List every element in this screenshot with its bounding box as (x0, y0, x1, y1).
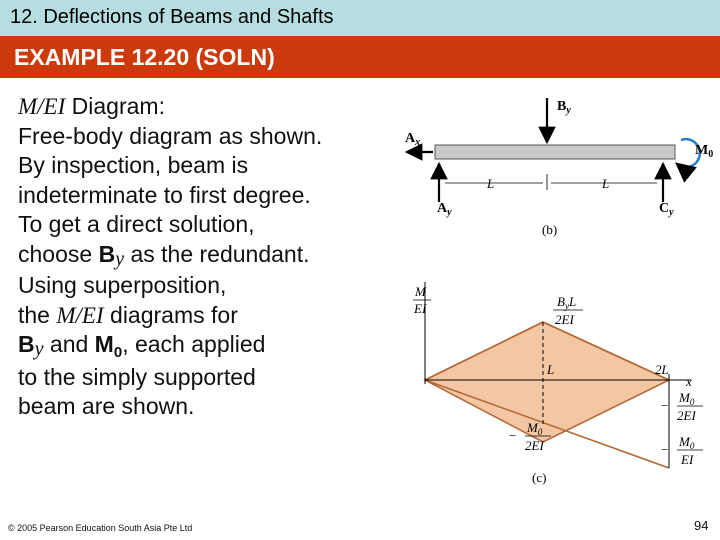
line8-c: diagrams for (103, 301, 238, 328)
tick-L: L (547, 362, 555, 377)
y-axis-M: M (415, 284, 426, 299)
example-title: EXAMPLE 12.20 (SOLN) (14, 44, 275, 70)
mid-label-bottom: 2EI (525, 438, 544, 453)
Ay-label: $A_y$ (437, 201, 452, 218)
dim-L-left: L (487, 176, 495, 191)
right-label-1-top: $M_0$ (679, 390, 695, 407)
M0-label: $M_0$ (695, 143, 714, 160)
right-label-1-bottom: 2EI (677, 408, 696, 423)
mid-label-sign: − (509, 428, 517, 443)
Ax-label: $A_x$ (405, 131, 421, 148)
line8-b: M/EI (56, 302, 104, 328)
free-body-diagram (395, 90, 720, 250)
body-line-4: indeterminate to first degree. (18, 181, 311, 208)
line8-a: the (18, 301, 57, 328)
line9-b: y (34, 338, 44, 360)
chapter-title: 12. Deflections of Beams and Shafts (10, 6, 334, 28)
body-line-8 (18, 301, 398, 331)
right-label-1-sign: − (661, 398, 669, 413)
example-header (0, 36, 720, 78)
mid-label-top: $M_0$ (527, 420, 543, 437)
figure-b-caption: (b) (542, 222, 558, 237)
line9-e: 0 (113, 344, 123, 361)
body-line-7: Using superposition, (18, 272, 227, 298)
right-label-2-top: $M_0$ (679, 434, 695, 451)
peak-label-bottom: 2EI (555, 312, 574, 327)
body-line-6 (18, 240, 398, 272)
line9-a: B (18, 331, 35, 357)
x-axis-label: x (686, 374, 692, 389)
moment-diagram (395, 282, 720, 492)
body-line-3: By inspection, beam is (18, 152, 249, 178)
copyright-footer: © 2005 Pearson Education South Asia Pte Ltd (8, 523, 193, 533)
body-line-9 (18, 330, 398, 363)
By-label: $B_y$ (557, 99, 571, 116)
line9-d: M (94, 331, 114, 357)
figure-c-caption: (c) (532, 470, 547, 485)
body-line-11: beam are shown. (18, 393, 195, 419)
heading-italic: M/EI (18, 94, 66, 119)
chapter-header (0, 0, 720, 36)
body-line-2: Free-body diagram as shown. (18, 122, 323, 149)
line6-b: B (98, 240, 116, 267)
Cy-label: $C_y$ (659, 201, 674, 218)
body-heading (18, 92, 398, 122)
page-number: 94 (694, 518, 709, 533)
line9-c: and (43, 331, 95, 357)
line6-c: y (115, 247, 125, 270)
tick-2L: 2L (655, 362, 669, 377)
y-axis-EI: EI (414, 301, 427, 316)
line6-d: as the redundant. (124, 240, 310, 267)
beam (435, 145, 675, 159)
heading-rest: Diagram: (65, 93, 165, 119)
body-line-5: To get a direct solution, (18, 211, 255, 237)
body-line-10: to the simply supported (18, 363, 256, 390)
body-text (18, 92, 398, 422)
line6-a: choose (18, 240, 99, 267)
dim-L-right: L (602, 176, 610, 191)
right-label-2-bottom: EI (681, 452, 694, 467)
peak-label-top: $B_yL$ (557, 294, 577, 311)
line9-f: , each applied (122, 331, 266, 357)
right-label-2-sign: − (661, 442, 669, 457)
